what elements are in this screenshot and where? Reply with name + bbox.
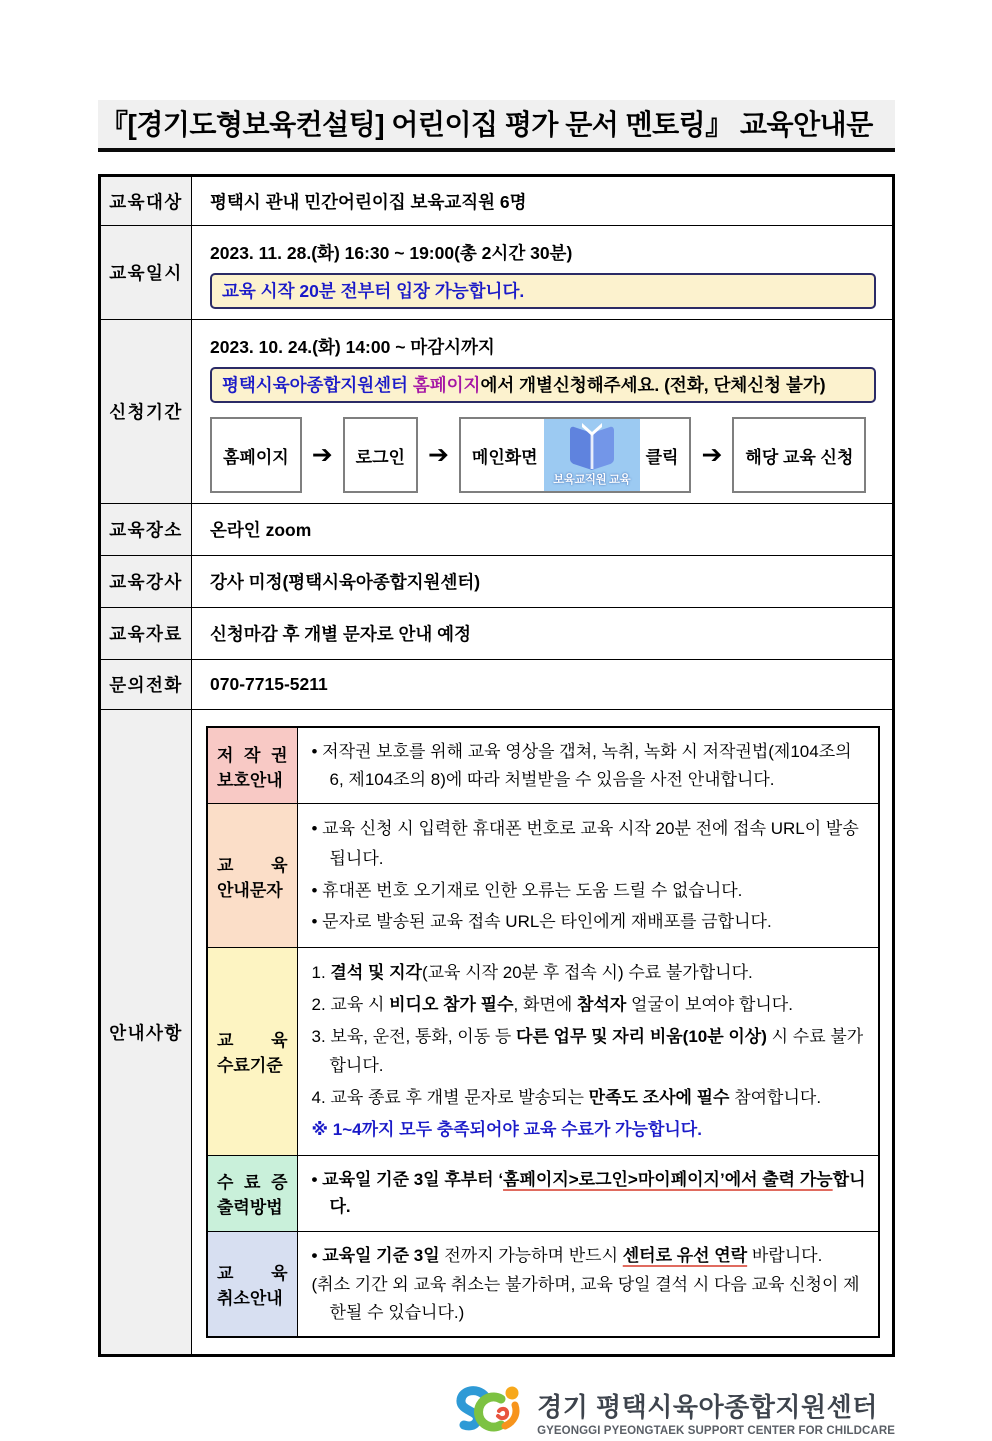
row-datetime-value	[192, 226, 894, 320]
notice-criteria-label	[207, 948, 297, 1156]
row-phone	[100, 660, 894, 710]
book-icon-caption: 보육교직원 교육	[553, 474, 631, 486]
notice-copyright-label-line1: 저 작 권	[217, 745, 288, 765]
row-apply-label: 신청기간	[100, 320, 192, 504]
row-target	[100, 176, 894, 226]
row-apply-period	[100, 320, 894, 504]
row-datetime	[100, 226, 894, 320]
row-phone-value: 070-7715-5211	[192, 660, 894, 710]
arrow-right-icon: ➔	[311, 440, 333, 469]
notice-copyright	[207, 727, 879, 804]
notice-criteria-label-line2: 수료기준	[217, 1056, 283, 1076]
notice-sms-text: • 교육 신청 시 입력한 휴대폰 번호로 교육 시작 20분 전에 접속 URL이 발송됩니다. • 휴대폰 번호 오기재로 인한 오류는 도움 드릴 수 없습니다. • 문자로 발송된 교육 접속 URL은 타인에게 재배포를 금합니다.	[297, 804, 879, 948]
footer-org-text	[537, 1387, 895, 1437]
entry-note-box: 교육 시작 20분 전부터 입장 가능합니다.	[210, 273, 876, 309]
row-phone-label: 문의전화	[100, 660, 192, 710]
notice-cancel-label-line2: 취소안내	[217, 1288, 283, 1308]
book-icon	[566, 423, 618, 473]
row-lecturer-label: 교육강사	[100, 556, 192, 608]
row-datetime-label: 교육일시	[100, 226, 192, 320]
row-apply-value	[192, 320, 894, 504]
row-notices	[100, 710, 894, 1356]
notice-sms-label-line1: 교 육	[217, 855, 288, 875]
datetime-text: 2023. 11. 28.(화) 16:30 ~ 19:00(총 2시간 30분)	[210, 243, 573, 263]
notice-criteria-label-line1: 교 육	[217, 1031, 288, 1051]
row-target-label: 교육대상	[100, 176, 192, 226]
flow-step-mainscreen-label: 메인화면	[471, 447, 538, 467]
notice-cancel-text: • 교육일 기준 3일 전까지 가능하며 반드시 센터로 유선 연락 바랍니다. (취소 기간 외 교육 취소는 불가하며, 교육 당일 결석 시 다음 교육 신청이 제한될 수 있습니다.)	[297, 1231, 879, 1337]
flow-step-click-label: 클릭	[645, 447, 679, 467]
flow-step-apply-label: 해당 교육 신청	[745, 447, 854, 467]
arrow-right-icon: ➔	[701, 440, 723, 469]
notice-certificate-text: • 교육일 기준 3일 후부터 ‘홈페이지>로그인>마이페이지’에서 출력 가능합니다.	[297, 1155, 879, 1231]
arrow-right-icon: ➔	[427, 440, 449, 469]
application-flow	[210, 417, 876, 493]
apply-note-box: 평택시육아종합지원센터 홈페이지에서 개별신청해주세요. (전화, 단체신청 불가)	[210, 367, 876, 403]
flow-step-login-label: 로그인	[355, 447, 405, 467]
notice-sms-label	[207, 804, 297, 948]
notice-sms-label-line2: 안내문자	[217, 880, 283, 900]
apply-period-text: 2023. 10. 24.(화) 14:00 ~ 마감시까지	[210, 337, 495, 357]
row-place-value: 온라인 zoom	[192, 504, 894, 556]
row-place	[100, 504, 894, 556]
row-place-label: 교육장소	[100, 504, 192, 556]
flow-step-mainscreen	[459, 417, 692, 493]
flow-step-login	[343, 417, 418, 493]
row-lecturer	[100, 556, 894, 608]
notice-criteria	[207, 948, 879, 1156]
notices-subtable	[206, 726, 880, 1338]
row-notices-label: 안내사항	[100, 710, 192, 1356]
row-lecturer-value: 강사 미정(평택시육아종합지원센터)	[192, 556, 894, 608]
notice-certificate-label	[207, 1155, 297, 1231]
notice-copyright-text: • 저작권 보호를 위해 교육 영상을 갭쳐, 녹취, 녹화 시 저작권법(제104조의 6, 제104조의 8)에 따라 처벌받을 수 있음을 사전 안내합니다.	[297, 727, 879, 804]
notice-sms	[207, 804, 879, 948]
center-logo-icon	[455, 1383, 527, 1441]
document-title: 『[경기도형보육컨설팅] 어린이집 평가 문서 멘토링』 교육안내문	[98, 100, 895, 152]
flow-step-homepage	[210, 417, 302, 493]
row-materials-value: 신청마감 후 개별 문자로 안내 예정	[192, 608, 894, 660]
footer-org-english: GYEONGGI PYEONGTAEK SUPPORT CENTER FOR CHILDCARE	[537, 1425, 895, 1438]
notice-cancel-label	[207, 1231, 297, 1337]
row-notices-content	[192, 710, 894, 1356]
notice-cancel	[207, 1231, 879, 1337]
notice-copyright-label-line2: 보호안내	[217, 770, 283, 790]
footer	[98, 1383, 895, 1441]
notice-certificate-label-line2: 출력방법	[217, 1198, 283, 1218]
row-materials	[100, 608, 894, 660]
notice-cancel-label-line1: 교 육	[217, 1263, 288, 1283]
notice-criteria-text: 1. 결석 및 지각(교육 시작 20분 후 접속 시) 수료 불가합니다. 2. 교육 시 비디오 참가 필수, 화면에 참석자 얼굴이 보여야 합니다. 3. 보육, 운전, 통화, 이동 등 다른 업무 및 자리 비움(10분 이상) 시 수료 불가합니다. 4. 교육 종료 후 개별 문자로 발송되는 만족도 조사에 필수 참여합니다. ※ 1~4까지 모두 충족되어야 교육 수료가 가능합니다.	[297, 948, 879, 1156]
education-info-table	[98, 174, 895, 1357]
row-materials-label: 교육자료	[100, 608, 192, 660]
notice-copyright-label	[207, 727, 297, 804]
childcare-education-book-icon	[544, 419, 640, 491]
footer-org-korean: 경기 평택시육아종합지원센터	[537, 1392, 878, 1423]
flow-step-homepage-label: 홈페이지	[223, 447, 289, 467]
notice-certificate	[207, 1155, 879, 1231]
flow-step-apply	[732, 417, 866, 493]
notice-certificate-label-line1: 수 료 증	[217, 1173, 288, 1193]
row-target-value: 평택시 관내 민간어린이집 보육교직원 6명	[192, 176, 894, 226]
